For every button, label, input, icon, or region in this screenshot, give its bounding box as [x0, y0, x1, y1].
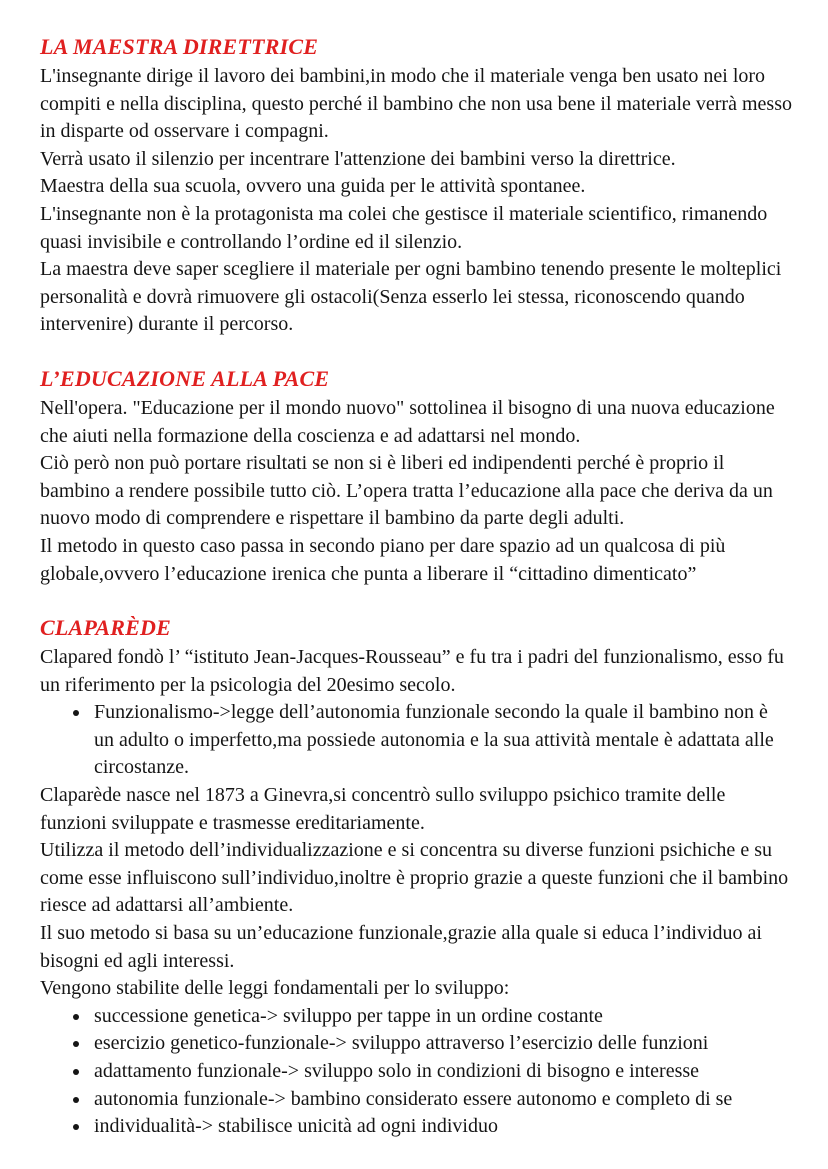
section-body: [40, 644, 792, 699]
section-educazione-alla-pace: [40, 365, 792, 588]
bullet-list-leggi-sviluppo: [40, 1003, 792, 1141]
paragraph: Il metodo in questo caso passa in secondo piano per dare spazio ad un qualcosa di più globale,ovvero l’educazione irenica che punta a liberare il “cittadino dimenticato”: [40, 534, 726, 585]
section-body: [40, 782, 792, 1003]
paragraph: L'insegnante non è la protagonista ma colei che gestisce il materiale scientifico, rimanendo quasi invisibile e controllando l’ordine ed il silenzio.: [40, 202, 768, 253]
bullet-item: • individualità-> stabilisce unicità ad ogni individuo: [91, 1113, 792, 1141]
section-la-maestra-direttrice: [40, 33, 792, 339]
bullet-list-funzionalismo: [40, 699, 792, 782]
section-heading-la-maestra-direttrice: LA MAESTRA DIRETTRICE: [40, 34, 319, 59]
paragraph: Maestra della sua scuola, ovvero una guida per le attività spontanee.: [40, 175, 586, 198]
paragraph: La maestra deve saper scegliere il materiale per ogni bambino tenendo presente le molteplici personalità e dovrà rimuovere gli ostacoli(Senza esserlo lei stessa, riconoscendo quando intervenire) durante il percorso.: [40, 258, 782, 336]
paragraph: Clapared fondò l’ “istituto Jean-Jacques-Rousseau” e fu tra i padri del funzionalismo, esso fu un riferimento per la psicologia del 20esimo secolo.: [40, 646, 784, 696]
bullet-item: • autonomia funzionale-> bambino considerato essere autonomo e completo di se: [91, 1086, 792, 1114]
paragraph: Claparède nasce nel 1873 a Ginevra,si concentrò sullo sviluppo psichico tramite delle funzioni sviluppate e trasmesse ereditariamente.: [40, 784, 726, 834]
paragraph: Nell'opera. "Educazione per il mondo nuovo" sottolinea il bisogno di una nuova educazione che aiuti nella formazione della coscienza e ad adattarsi nel mondo.: [40, 396, 775, 447]
paragraph: Utilizza il metodo dell’individualizzazione e si concentra su diverse funzioni psichiche e su come esse influiscono sull’individuo,inoltre è proprio grazie a queste funzioni che il bambino riesce ad adattarsi all’ambiente.: [40, 839, 789, 917]
paragraph: L'insegnante dirige il lavoro dei bambini,in modo che il materiale venga ben usato nei loro compiti e nella disciplina, questo perché il bambino che non usa bene il materiale verrà messo in disparte od osservare i compagni.: [40, 65, 792, 143]
bullet-item: • successione genetica-> sviluppo per tappe in un ordine costante: [91, 1003, 792, 1031]
paragraph: Ciò però non può portare risultati se non si è liberi ed indipendenti perché è proprio il bambino a rendere possibile tutto ciò. L’opera tratta l’educazione alla pace che deriva da un nuovo modo di comprendere e rispettare il bambino da parte degli adulti.: [40, 452, 773, 530]
section-claparede: [40, 614, 792, 1141]
bullet-item: • esercizio genetico-funzionale-> sviluppo attraverso l’esercizio delle funzioni: [91, 1030, 792, 1058]
section-body: [40, 63, 792, 339]
paragraph: Vengono stabilite delle leggi fondamentali per lo sviluppo:: [40, 977, 510, 1000]
paragraph: Il suo metodo si basa su un’educazione funzionale,grazie alla quale si educa l’individuo ai bisogni ed agli interessi.: [40, 922, 762, 972]
section-heading-educazione-alla-pace: L’EDUCAZIONE ALLA PACE: [40, 365, 330, 391]
bullet-item: • adattamento funzionale-> sviluppo solo in condizioni di bisogno e interesse: [91, 1058, 792, 1086]
section-body: [40, 395, 792, 588]
bullet-item: • Funzionalismo->legge dell’autonomia funzionale secondo la quale il bambino non è un adulto o imperfetto,ma possiede autonomia e la sua attività mentale è adattata alle circostanze.: [91, 699, 792, 782]
paragraph: Verrà usato il silenzio per incentrare l'attenzione dei bambini verso la direttrice.: [40, 147, 676, 170]
section-heading-claparede: CLAPARÈDE: [40, 615, 171, 641]
